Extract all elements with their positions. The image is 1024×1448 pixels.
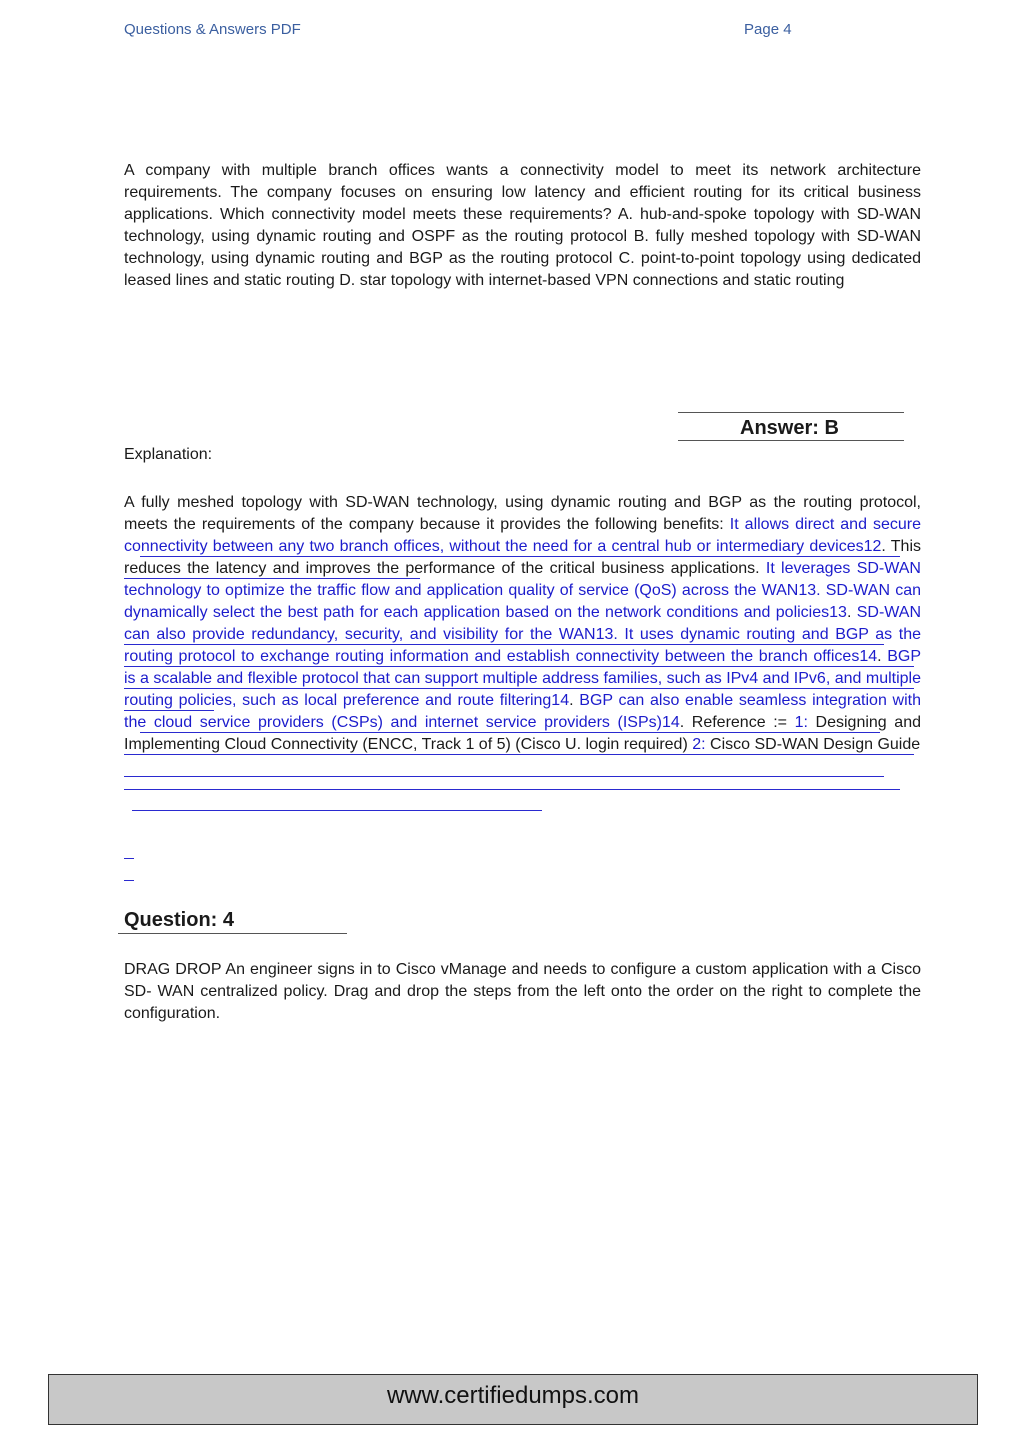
question-title-rule xyxy=(118,933,347,934)
link-underline xyxy=(124,578,420,579)
question-3-text: A company with multiple branch offices wants a connectivity model to meet its network architecture requirements. The company focuses on ensuring low latency and efficient routing for its critical business applications. Which connectivity model meets these requirements? A. hub-and-spoke topology with SD-WAN technology, using dynamic routing and OSPF as the routing protocol B. fully meshed topology with SD-WAN technology, using dynamic routing and BGP as the routing protocol C. point-to-point topology using dedicated leased lines and static routing D. star topology with internet-based VPN connections and static routing xyxy=(124,162,921,289)
explanation-intro: A fully meshed topology with SD-WAN technology, using dynamic routing and BGP as the routing protocol, meets the requirements of the company because it provides the following benefits: xyxy=(124,494,921,533)
explanation-separator: . xyxy=(846,604,857,621)
header-title: Questions & Answers PDF xyxy=(124,21,301,38)
explanation-label: Explanation: xyxy=(124,446,213,463)
link-underline xyxy=(124,710,214,711)
link-underline xyxy=(124,666,914,667)
explanation-separator: . xyxy=(569,692,580,709)
link-underline xyxy=(124,776,884,777)
link-underline xyxy=(140,732,880,733)
link-underline xyxy=(124,688,914,689)
reference-text-2: Cisco SD-WAN Design Guide xyxy=(705,736,921,753)
explanation-text-latency: . This reduces the latency and improves the performance of the critical business applications. xyxy=(124,538,922,577)
link-underline xyxy=(124,644,884,645)
question-4-title: Question: 4 xyxy=(124,909,235,931)
footer-banner xyxy=(48,1374,978,1425)
explanation-reference-label: . Reference := xyxy=(679,714,795,731)
explanation-link-bgp-cloud[interactable]: BGP can also enable seamless integration with the cloud service providers (CSPs) and internet service providers (ISPs)14 xyxy=(124,692,922,731)
reference-text-1: Designing and Implementing Cloud Connectivity (ENCC, Track 1 of 5) (Cisco U. login required) xyxy=(124,714,921,753)
link-underline xyxy=(140,556,900,557)
explanation-link-redundancy[interactable]: SD-WAN can also provide redundancy, security, and visibility for the WAN13. It uses dynamic routing and BGP as the routing protocol to exchange routing information and establish connectivity between the branch offices14 xyxy=(124,604,922,665)
answer-bottom-rule xyxy=(678,440,904,441)
answer-top-rule xyxy=(678,412,904,413)
explanation-text xyxy=(124,492,921,756)
page-number: Page 4 xyxy=(744,21,792,38)
link-underline xyxy=(124,754,914,755)
link-underline xyxy=(124,789,900,790)
footer-url[interactable]: www.certifiedumps.com xyxy=(386,1381,640,1409)
explanation-link-sdwan[interactable]: It leverages SD-WAN technology to optimize the traffic flow and application quality of service (QoS) across the WAN13. SD-WAN can dynamically select the best path for each application based on the network conditions and policies13 xyxy=(124,560,921,621)
empty-link-marker xyxy=(124,880,134,881)
explanation-separator: . xyxy=(877,648,888,665)
question-4-text: DRAG DROP An engineer signs in to Cisco vManage and needs to configure a custom application with a Cisco SD- WAN centralized policy. Drag and drop the steps from the left onto the order on the right to complete the configuration. xyxy=(124,961,921,1022)
reference-link-1[interactable]: 1: xyxy=(794,714,808,731)
explanation-link-bgp-scalable[interactable]: BGP is a scalable and flexible protocol that can support multiple address families, such as IPv4 and IPv6, and multiple routing policies, such as local preference and route filtering14 xyxy=(124,648,922,709)
empty-link-marker xyxy=(124,858,134,859)
reference-link-2[interactable]: 2: xyxy=(692,736,706,753)
link-underline xyxy=(132,810,542,811)
answer-label: Answer: B xyxy=(740,417,839,439)
explanation-link-connectivity[interactable]: It allows direct and secure connectivity between any two branch offices, without the need for a central hub or intermediary devices12 xyxy=(124,516,921,555)
